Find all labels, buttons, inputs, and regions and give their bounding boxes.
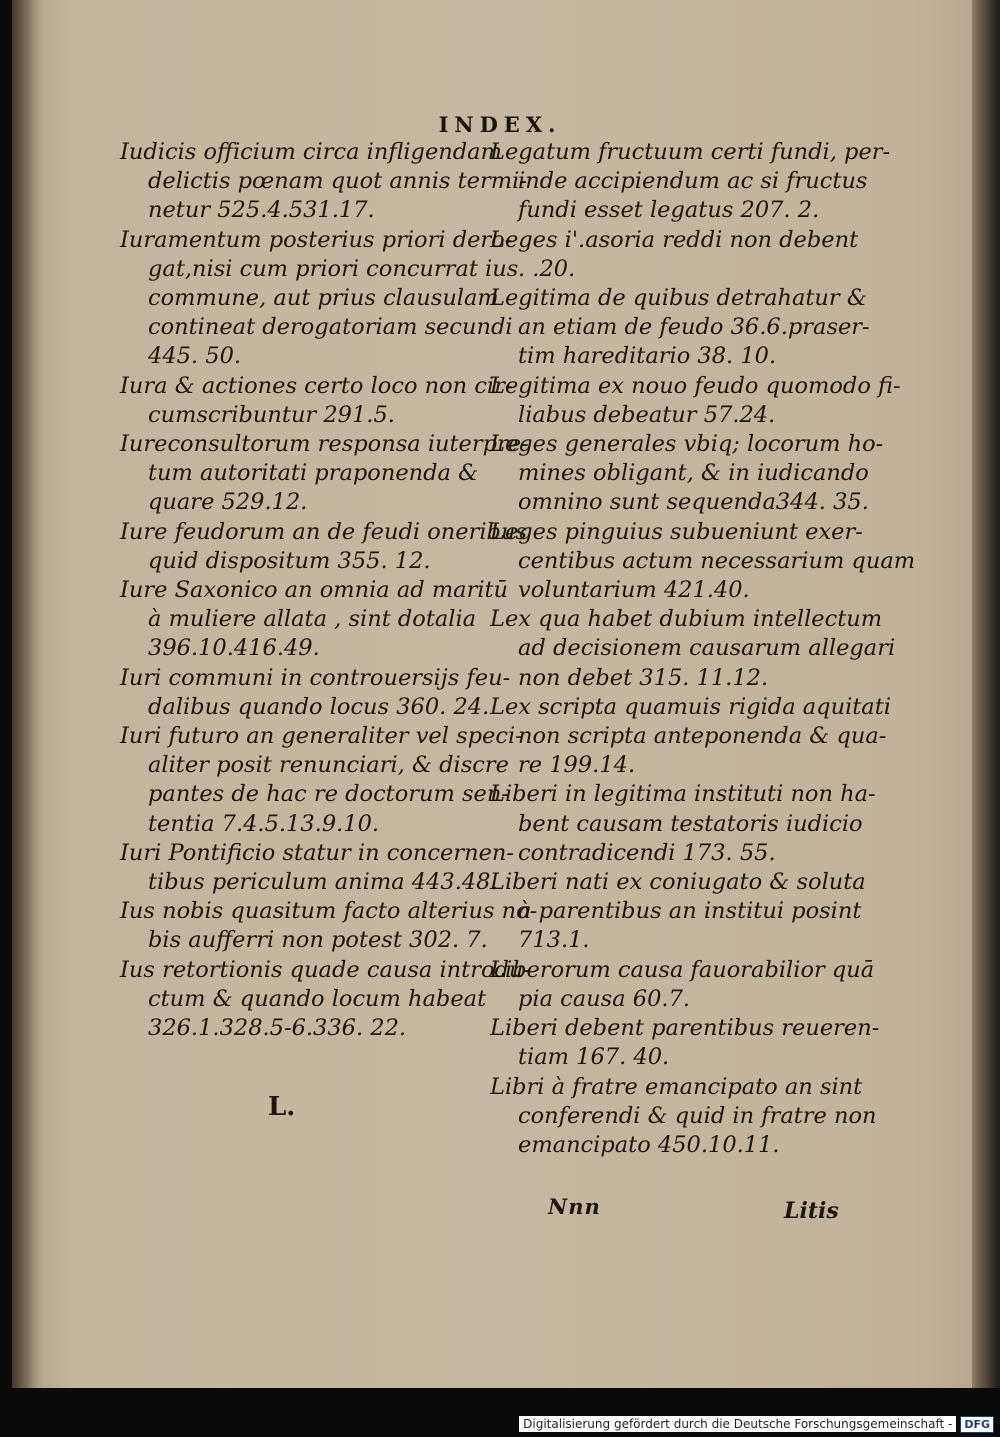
index-entry-line: Iuri Pontificio statur in concernen- [120,839,514,866]
index-entry-line: Iure feudorum an de feudi oneribus [120,518,527,545]
index-entry-line: 326.1.328.5-6.336. 22. [148,1015,407,1042]
index-entry-line: Iuri futuro an generaliter vel speci- [120,723,523,750]
index-entry-line: Iuramentum posterius priori dero- [120,226,513,253]
index-entry-line: emancipato 450.10.11. [518,1131,780,1158]
index-entry-line: Ius retortionis quade causa introdu- [120,956,531,983]
index-entry-line: Lex scripta quamuis rigida aquitati [490,693,891,720]
page-header: INDEX. [438,112,562,137]
index-entry-line: à parentibus an institui posint [518,898,862,925]
page-edge-shadow [972,0,1000,1398]
index-entry-line: tiam 167. 40. [518,1044,670,1071]
index-entry-line: non debet 315. 11.12. [518,664,769,691]
index-entry-line: gat,nisi cum priori concurrat ius [148,255,519,282]
index-entry-line: à muliere allata , sint dotalia [148,606,477,633]
scan-border [0,1388,1000,1398]
index-entry-line: Iudicis officium circa infligendam [120,139,502,165]
index-entry-line: Leges generales vbiq; locorum ho- [490,431,884,458]
index-entry-line: contineat derogatoriam secundi [148,314,513,341]
index-entry-line: quid dispositum 355. 12. [148,547,431,574]
index-entry-line: . .20. [518,255,576,282]
index-entry [490,284,870,372]
index-entry-line: 396.10.416.49. [148,635,320,662]
index-entry-line: dalibus quando locus 360. 24. [148,693,490,720]
index-entry-line: re 199.14. [518,752,636,779]
index-entry [490,226,859,284]
index-entry [120,897,538,955]
index-entry-line: 713.1. [518,927,590,954]
index-entry-line: ctum & quando locum habeat [148,985,487,1012]
index-entry-line: bent causam testatoris iudicio [518,810,863,837]
index-entry-line: voluntarium 421.40. [518,577,750,604]
index-entry [490,780,876,868]
index-entry-line: tibus periculum anima 443.48. [148,869,498,896]
index-entry [120,722,523,839]
index-entry-line: netur 525.4.531.17. [148,197,375,224]
index-entry-line: inde accipiendum ac si fructus [518,168,868,195]
dfg-logo: DFG [960,1416,994,1433]
index-entry-line: centibus actum necessarium quam [518,547,916,574]
index-entry-line: 445. 50. [148,343,242,370]
index-entry-line: Liberi nati ex coniugato & soluta [490,869,866,896]
index-entry-line: Leges i'.asoria reddi non debent [490,226,859,253]
catchword: Litis [784,1198,839,1224]
index-entry-line: ad decisionem causarum allegari [518,635,896,662]
index-entry-line: Liberi debent parentibus reueren- [490,1015,880,1042]
index-entry-line: Legatum fructuum certi fundi, per- [490,139,891,165]
index-entry-line: Ius nobis quasitum facto alterius no- [120,898,538,925]
index-entry-line: Iure Saxonico an omnia ad maritū [120,577,509,604]
index-entry-line: Leges pinguius subueniunt exer- [490,518,863,545]
footer-text: Digitalisierung gefördert durch die Deutsche Forschungsgemeinschaft - [519,1416,956,1432]
index-entry [490,1073,877,1161]
index-entry-line: Iuri communi in controuersijs feu- [120,664,511,691]
index-entry-line: tum autoritati praponenda & [148,460,479,487]
index-entry [120,956,531,1044]
index-entry-line: conferendi & quid in fratre non [518,1102,877,1129]
signature-mark: Nnn [548,1194,601,1219]
index-entry [120,518,527,576]
index-entry [120,226,519,372]
index-entry-line: bis aufferri non potest 302. 7. [148,927,488,954]
index-entry-line: mines obligant, & in iudicando [518,460,869,487]
index-entry-line: Iura & actiones certo loco non cir- [120,372,513,399]
index-entry [490,138,891,226]
index-entry [120,430,529,518]
section-letter: L. [268,1092,296,1122]
index-entry [490,868,866,956]
index-entry [120,664,511,722]
index-entry-line: pia causa 60.7. [518,985,691,1012]
index-entry [490,372,901,430]
index-entry-line: quare 529.12. [148,489,308,516]
index-entry [120,576,509,664]
index-entry [120,372,513,430]
index-entry-line: commune, aut prius clausulam [148,285,499,312]
index-entry-line: Legitima de quibus detrahatur & [490,285,867,312]
index-entry-line: fundi esset legatus 207. 2. [518,197,820,224]
index-entry-line: non scripta anteponenda & qua- [518,723,887,750]
index-entry-line: omnino sunt sequenda344. 35. [518,489,869,516]
index-entry-line: tentia 7.4.5.13.9.10. [148,810,380,837]
index-entry [120,839,514,897]
index-entry-line: Lex qua habet dubium intellectum [490,606,883,633]
index-entry-line: contradicendi 173. 55. [518,839,776,866]
index-entry-line: cumscribuntur 291.5. [148,401,395,428]
index-entry [490,693,891,781]
index-entry-line: Legitima ex nouo feudo quomodo fi- [490,372,901,399]
index-entry [120,138,527,226]
footer-credit [519,1415,994,1433]
index-entry [490,605,896,693]
index-entry-line: Liberi in legitima instituti non ha- [490,781,876,808]
index-entry-line: pantes de hac re doctorum sen- [148,781,509,808]
index-entry [490,430,884,518]
index-entry-line: Liberorum causa fauorabilior quā [490,956,875,983]
index-entry-line: Libri à fratre emancipato an sint [490,1073,863,1100]
index-entry [490,1014,880,1072]
index-entry-line: an etiam de feudo 36.6.praser- [518,314,870,341]
index-entry-line: tim hareditario 38. 10. [518,343,777,370]
index-entry-line: liabus debeatur 57.24. [518,401,776,428]
index-entry-line: Iureconsultorum responsa iuterpre- [120,431,529,458]
index-entry-line: aliter posit renunciari, & discre [148,752,509,779]
index-column-right [490,138,916,1160]
index-entry-line: delictis pœnam quot annis termi- [148,168,527,195]
index-entry [490,956,875,1014]
index-column-left [120,138,538,1043]
index-entry [490,518,916,606]
